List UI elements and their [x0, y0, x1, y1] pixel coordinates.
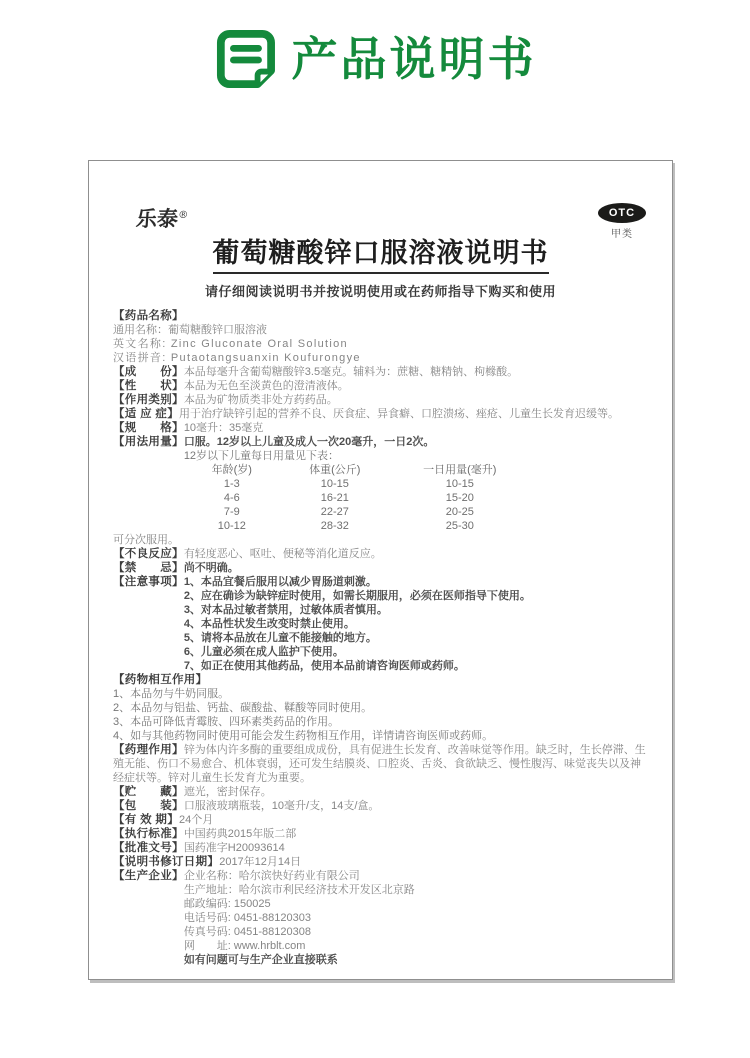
revision-text: 2017年12月14日 [219, 856, 302, 869]
storage-text: 遮光，密封保存。 [183, 786, 272, 799]
manufacturer-telephone: 电话号码: 0451-88120303 [183, 912, 311, 925]
drug-name-generic: 通用名称：葡萄糖酸锌口服溶液 [113, 324, 267, 337]
dosage-table-row [184, 505, 648, 519]
precaution-item: 5、请将本品放在儿童不能接触的地方。 [183, 632, 377, 645]
section-composition [113, 365, 648, 379]
section-precautions [113, 575, 648, 673]
section-character [113, 379, 648, 393]
storage-label: 【贮 藏】 [113, 786, 184, 799]
indications-text: 用于治疗缺锌引起的营养不良、厌食症、异食癖、口腔溃疡、痤疮、儿童生长发育迟缓等。 [179, 408, 619, 421]
dosage-table [184, 463, 648, 533]
cell-weight: 28-32 [320, 520, 349, 533]
composition-text: 本品每毫升含葡萄糖酸锌3.5毫克。辅料为：蔗糖、糖精钠、枸橼酸。 [183, 366, 519, 379]
precaution-item: 4、本品性状发生改变时禁止使用。 [183, 618, 355, 631]
section-storage [113, 785, 648, 799]
cell-dose: 20-25 [445, 506, 474, 519]
pharmacology-text: 锌为体内许多酶的重要组成成份，具有促进生长发育、改善味觉等作用。缺乏时，生长停滞、生殖无能、伤口不易愈合、机体衰弱，还可发生结膜炎、口腔炎、舌炎、食欲缺乏、慢性腹泻、味觉丧失以及神经症状等。锌对儿童生长发育尤为重要。 [113, 744, 646, 785]
leaflet-title: 葡萄糖酸锌口服溶液说明书 [213, 237, 549, 274]
interaction-item: 2、本品勿与铝盐、钙盐、碳酸盐、鞣酸等同时使用。 [113, 702, 373, 715]
section-contraindication [113, 561, 648, 575]
indications-label: 【适 应 症】 [113, 408, 179, 421]
drug-name-pinyin: 汉语拼音: Putaotangsuanxin Koufurongye [113, 352, 361, 365]
character-label: 【性 状】 [113, 380, 184, 393]
col-dose: 一日用量(毫升) [423, 464, 497, 477]
packaging-text: 口服液玻璃瓶装，10毫升/支，14支/盒。 [183, 800, 380, 813]
brand-name: 乐泰 [135, 206, 179, 231]
manufacturer-label: 【生产企业】 [113, 870, 184, 883]
precautions-label: 【注意事项】 [113, 576, 184, 589]
dosage-table-row [184, 477, 648, 491]
manufacturer-website: 网 址: www.hrblt.com [183, 940, 306, 953]
section-standard [113, 827, 648, 841]
spec-label: 【规 格】 [113, 422, 184, 435]
pharmacology-label: 【药理作用】 [113, 744, 184, 757]
precautions-list [184, 575, 648, 673]
dosage-content [184, 435, 648, 533]
approval-text: 国药准字H20093614 [183, 842, 285, 855]
section-packaging [113, 799, 648, 813]
cell-weight: 10-15 [320, 478, 349, 491]
standard-label: 【执行标准】 [113, 828, 184, 841]
section-manufacturer [113, 869, 648, 967]
manufacturer-note: 如有问题可与生产企业直接联系 [183, 954, 338, 967]
cell-weight: 16-21 [320, 492, 349, 505]
otc-badge [598, 203, 646, 240]
validity-label: 【有 效 期】 [113, 814, 179, 827]
section-drug-name-label: 【药品名称】 [113, 310, 184, 323]
dosage-table-row [184, 491, 648, 505]
precaution-item: 7、如正在使用其他药品，使用本品前请咨询医师或药师。 [183, 660, 465, 673]
section-dosage [113, 435, 648, 533]
dosage-label: 【用法用量】 [113, 436, 184, 449]
manufacturer-zipcode: 邮政编码: 150025 [183, 898, 271, 911]
cell-age: 10-12 [217, 520, 246, 533]
section-interactions-label: 【药物相互作用】 [113, 674, 208, 687]
category-label: 【作用类别】 [113, 394, 184, 407]
section-indications [113, 407, 648, 421]
precaution-item: 3、对本品过敏者禁用，过敏体质者慎用。 [183, 604, 388, 617]
section-revision [113, 855, 648, 869]
contraindication-text: 尚不明确。 [183, 562, 239, 575]
col-age: 年龄(岁) [211, 464, 252, 477]
page-title: 产品说明书 [291, 33, 537, 85]
precaution-item: 2、应在确诊为缺锌症时使用，如需长期服用，必须在医师指导下使用。 [183, 590, 531, 603]
section-adverse [113, 547, 648, 561]
otc-class-label: 甲类 [611, 229, 633, 240]
document-icon [214, 30, 276, 88]
cell-dose: 15-20 [445, 492, 474, 505]
leaflet-subtitle: 请仔细阅读说明书并按说明使用或在药师指导下购买和使用 [204, 284, 556, 300]
dosage-table-note: 12岁以下儿童每日用量见下表： [183, 450, 340, 463]
leaflet-title-wrap [113, 237, 648, 274]
approval-label: 【批准文号】 [113, 842, 184, 855]
leaflet-content [113, 309, 648, 967]
spec-text: 10毫升：35毫克 [183, 422, 264, 435]
cell-age: 7-9 [223, 506, 240, 519]
manufacturer-company: 企业名称：哈尔滨快好药业有限公司 [183, 870, 360, 883]
cell-dose: 25-30 [445, 520, 474, 533]
standard-text: 中国药典2015年版二部 [183, 828, 297, 841]
manufacturer-fax: 传真号码: 0451-88120308 [183, 926, 311, 939]
category-text: 本品为矿物质类非处方药药品。 [183, 394, 338, 407]
page-header [0, 0, 750, 88]
section-approval [113, 841, 648, 855]
revision-label: 【说明书修订日期】 [113, 856, 220, 869]
section-category [113, 393, 648, 407]
dosage-intro: 口服。12岁以上儿童及成人一次20毫升，一日2次。 [183, 436, 435, 449]
drug-leaflet [88, 160, 673, 980]
precaution-item: 1、本品宜餐后服用以减少胃肠道刺激。 [183, 576, 377, 589]
adverse-text: 有轻度恶心、呕吐、便秘等消化道反应。 [183, 548, 382, 561]
manufacturer-address: 生产地址：哈尔滨市利民经济技术开发区北京路 [183, 884, 415, 897]
interaction-item: 1、本品勿与牛奶同服。 [113, 688, 230, 701]
adverse-label: 【不良反应】 [113, 548, 184, 561]
dosage-table-header [184, 463, 648, 477]
composition-label: 【成 份】 [113, 366, 184, 379]
interaction-item: 4、如与其他药物同时使用可能会发生药物相互作用，详情请咨询医师或药师。 [113, 730, 494, 743]
contraindication-label: 【禁 忌】 [113, 562, 184, 575]
interactions-list [113, 687, 648, 743]
brand-logo [135, 203, 189, 233]
packaging-label: 【包 装】 [113, 800, 184, 813]
dosage-outro: 可分次服用。 [113, 534, 179, 547]
section-pharmacology [113, 743, 648, 785]
leaflet-top-row [113, 203, 648, 240]
validity-text: 24个月 [179, 814, 214, 827]
section-validity [113, 813, 648, 827]
cell-dose: 10-15 [445, 478, 474, 491]
otc-mark-icon: OTC [598, 203, 646, 223]
manufacturer-content [184, 869, 648, 967]
cell-age: 1-3 [223, 478, 240, 491]
cell-age: 4-6 [223, 492, 240, 505]
registered-mark: ® [177, 210, 189, 221]
drug-name-english: 英文名称: Zinc Gluconate Oral Solution [113, 338, 348, 351]
interaction-item: 3、本品可降低青霉胺、四环素类药品的作用。 [113, 716, 340, 729]
precaution-item: 6、儿童必须在成人监护下使用。 [183, 646, 344, 659]
dosage-table-row [184, 519, 648, 533]
section-spec [113, 421, 648, 435]
character-text: 本品为无色至淡黄色的澄清液体。 [183, 380, 349, 393]
cell-weight: 22-27 [320, 506, 349, 519]
col-weight: 体重(公斤) [309, 464, 361, 477]
